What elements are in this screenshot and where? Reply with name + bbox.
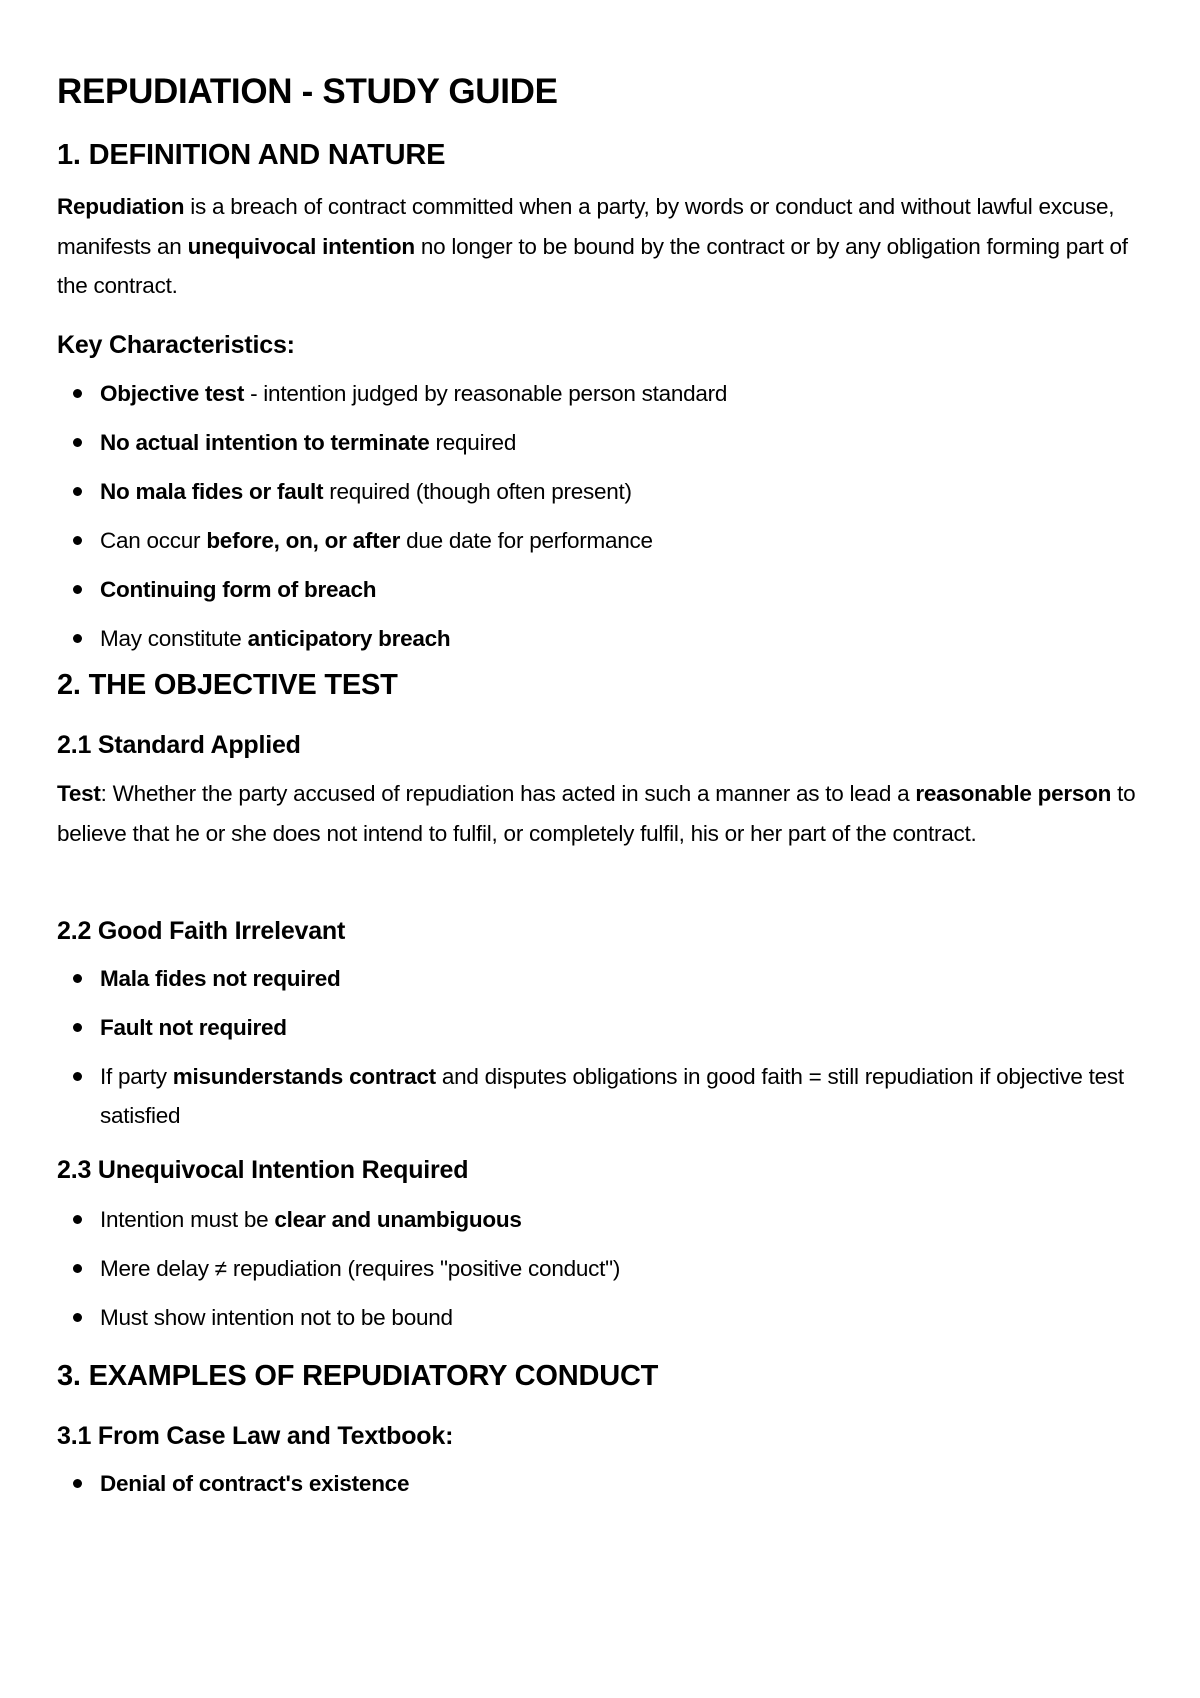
test-label: Test bbox=[57, 781, 101, 806]
bullet-icon bbox=[73, 1215, 82, 1224]
good-faith-list bbox=[57, 959, 1147, 1145]
subsection-2-2-heading: 2.2 Good Faith Irrelevant bbox=[57, 917, 346, 945]
section-3-heading: 3. EXAMPLES OF REPUDIATORY CONDUCT bbox=[57, 1360, 659, 1392]
bullet-icon bbox=[73, 1479, 82, 1488]
definition-term: Repudiation bbox=[57, 194, 185, 219]
key-characteristics-list bbox=[57, 374, 1147, 668]
list-item: May constitute anticipatory breach bbox=[57, 619, 1147, 658]
bullet-icon bbox=[73, 1313, 82, 1322]
section-2-heading: 2. THE OBJECTIVE TEST bbox=[57, 669, 398, 701]
bullet-icon bbox=[73, 1264, 82, 1273]
subsection-2-3-heading: 2.3 Unequivocal Intention Required bbox=[57, 1156, 469, 1184]
definition-text-1: is a breach of contract committed when a party, by words or conduct and without lawful excuse, manifests an bbox=[57, 194, 1115, 259]
objective-test-paragraph: Test: Whether the party accused of repudiation has acted in such a manner as to lead a reasonable person to believe that he or she does not intend to fulfil, or completely fulfil, his or her part of the contract. bbox=[57, 781, 1136, 846]
definition-emphasis: unequivocal intention bbox=[187, 233, 415, 259]
list-item: Can occur before, on, or after due date for performance bbox=[57, 521, 1147, 560]
subsection-3-1-heading: 3.1 From Case Law and Textbook: bbox=[57, 1422, 454, 1450]
list-item: Must show intention not to be bound bbox=[57, 1298, 1147, 1337]
definition-text-2: no longer to be bound by the contract or by any obligation forming part of the contract. bbox=[57, 233, 1128, 298]
bullet-icon bbox=[73, 634, 82, 643]
repudiatory-conduct-list bbox=[57, 1464, 1147, 1513]
bullet-icon bbox=[73, 585, 82, 594]
list-item: Continuing form of breach bbox=[57, 570, 1147, 609]
list-item: Fault not required bbox=[57, 1008, 1147, 1047]
list-item: No actual intention to terminate required bbox=[57, 423, 1147, 462]
bullet-icon bbox=[73, 974, 82, 983]
list-item: Objective test - intention judged by reasonable person standard bbox=[57, 374, 1147, 413]
list-item: Mala fides not required bbox=[57, 959, 1147, 998]
list-item: Denial of contract's existence bbox=[57, 1464, 1147, 1503]
bullet-icon bbox=[73, 536, 82, 545]
bullet-icon bbox=[73, 487, 82, 496]
list-item: No mala fides or fault required (though often present) bbox=[57, 472, 1147, 511]
list-item: Mere delay ≠ repudiation (requires "positive conduct") bbox=[57, 1249, 1147, 1288]
bullet-icon bbox=[73, 438, 82, 447]
key-characteristics-heading: Key Characteristics: bbox=[57, 331, 295, 359]
bullet-icon bbox=[73, 1023, 82, 1032]
bullet-icon bbox=[73, 389, 82, 398]
section-1-heading: 1. DEFINITION AND NATURE bbox=[57, 139, 446, 171]
bullet-icon bbox=[73, 1072, 82, 1081]
definition-paragraph bbox=[57, 187, 1147, 306]
document-title: REPUDIATION - STUDY GUIDE bbox=[57, 72, 558, 111]
list-item: If party misunderstands contract and disputes obligations in good faith = still repudiation if objective test satisfied bbox=[57, 1057, 1147, 1135]
subsection-2-1-heading: 2.1 Standard Applied bbox=[57, 731, 301, 759]
list-item: Intention must be clear and unambiguous bbox=[57, 1200, 1147, 1239]
unequivocal-intention-list bbox=[57, 1200, 1147, 1347]
